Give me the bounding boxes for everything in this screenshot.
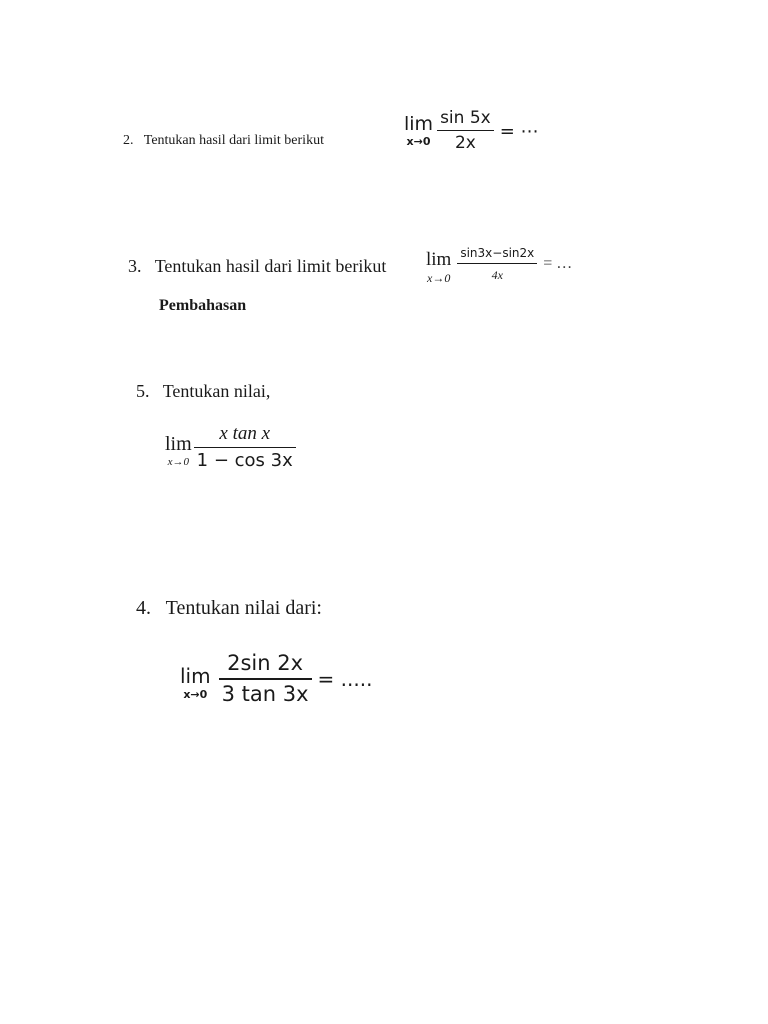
lim-word: lim (404, 113, 434, 135)
question-4-number: 4. (136, 597, 151, 619)
question-3-number: 3. (128, 256, 142, 276)
question-5-text: Tentukan nilai, (162, 381, 271, 401)
question-2 (123, 133, 324, 149)
question-3-text: Tentukan hasil dari limit berikut (154, 256, 387, 276)
question-3 (128, 256, 386, 277)
fraction-bar (457, 263, 537, 264)
limit-operator (180, 666, 211, 700)
numerator: x tan x (219, 423, 271, 444)
question-4-formula (180, 653, 372, 705)
lim-word: lim (180, 664, 211, 688)
numerator: sin3x−sin2x (460, 246, 535, 260)
question-5 (136, 381, 270, 402)
question-3-formula (426, 244, 572, 284)
fraction (457, 247, 537, 281)
numerator: sin 5x (440, 108, 491, 128)
equals-ellipsis: = ..... (317, 667, 373, 691)
question-2-text: Tentukan hasil dari limit berikut (143, 133, 324, 148)
question-4 (136, 597, 322, 620)
numerator: 2sin 2x (227, 651, 304, 675)
denominator: 1 − cos 3x (196, 450, 293, 471)
fraction (219, 653, 312, 705)
lim-word: lim (165, 433, 192, 455)
fraction-bar (437, 130, 494, 131)
limit-operator (404, 115, 433, 147)
lim-word: lim (426, 249, 452, 270)
denominator: 2x (454, 133, 476, 153)
question-2-number: 2. (123, 133, 134, 148)
equals-ellipsis: = … (543, 255, 573, 272)
fraction (437, 110, 494, 152)
lim-subscript: x→0 (427, 271, 451, 285)
limit-operator (426, 250, 451, 284)
lim-subscript: x→0 (406, 135, 431, 148)
question-4-text: Tentukan nilai dari: (165, 597, 322, 619)
denominator: 3 tan 3x (221, 682, 309, 706)
fraction (194, 424, 296, 470)
denominator: 4x (491, 268, 503, 282)
pembahasan-heading: Pembahasan (159, 297, 247, 314)
fraction-bar (194, 447, 296, 448)
limit-operator (165, 434, 192, 468)
lim-subscript: x→0 (167, 456, 190, 468)
question-2-formula (404, 110, 539, 152)
question-5-formula (165, 424, 296, 470)
question-5-number: 5. (136, 381, 150, 401)
lim-subscript: x→0 (183, 688, 208, 701)
equals-ellipsis: = ⋯ (499, 120, 539, 142)
fraction-bar (219, 678, 312, 680)
